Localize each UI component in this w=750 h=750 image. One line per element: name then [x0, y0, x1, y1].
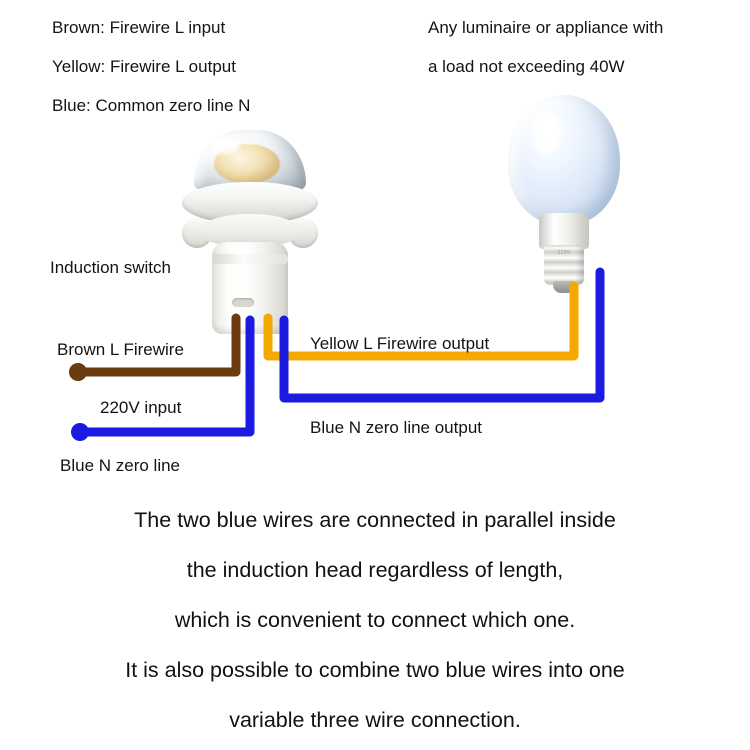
label-yellow-l-output: Yellow L Firewire output: [310, 334, 490, 353]
note-line-1: Any luminaire or appliance with: [428, 18, 664, 37]
paragraph-line-5: variable three wire connection.: [229, 708, 521, 732]
bulb-glass: [508, 95, 620, 225]
legend-line-brown: Brown: Firewire L input: [52, 18, 226, 37]
label-induction-switch: Induction switch: [50, 258, 171, 277]
bulb-highlight: [531, 111, 561, 155]
bulb-base-tip: [553, 281, 575, 293]
label-brown-l-firewire: Brown L Firewire: [57, 340, 184, 359]
label-blue-n-zero-line: Blue N zero line: [60, 456, 181, 475]
bulb-base-text: 220V: [557, 250, 571, 256]
legend-line-blue: Blue: Common zero line N: [52, 96, 251, 115]
lamp-bulb: [505, 95, 625, 295]
sensor-dome-highlight: [210, 138, 240, 154]
induction-switch-device: [170, 130, 330, 340]
paragraph-line-1: The two blue wires are connected in parallel inside: [134, 508, 616, 532]
bulb-neck: [539, 213, 589, 249]
label-220v-input: 220V input: [100, 398, 182, 417]
sensor-body-slot: [232, 298, 254, 307]
label-blue-n-output: Blue N zero line output: [310, 418, 482, 437]
paragraph-line-3: which is convenient to connect which one.: [174, 608, 576, 632]
note-line-2: a load not exceeding 40W: [428, 57, 625, 76]
paragraph-line-2: the induction head regardless of length,: [186, 558, 564, 582]
sensor-body-ring: [212, 254, 288, 264]
legend-line-yellow: Yellow: Firewire L output: [52, 57, 236, 76]
paragraph-line-4: It is also possible to combine two blue wires into one: [125, 658, 625, 682]
